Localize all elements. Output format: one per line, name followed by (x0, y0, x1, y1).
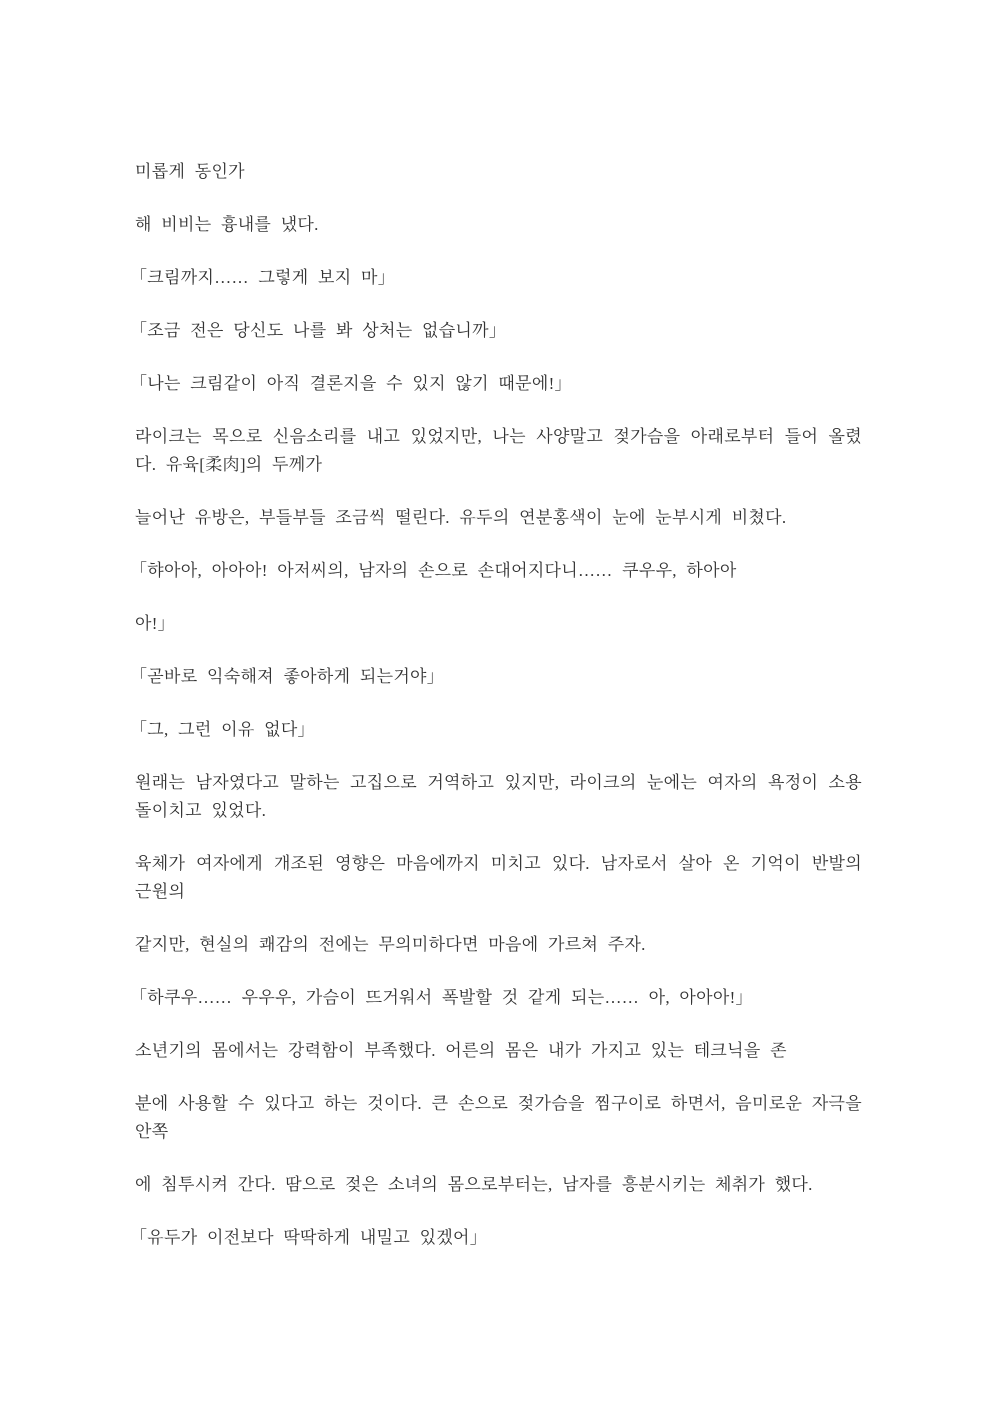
paragraph: 같지만, 현실의 쾌감의 전에는 무의미하다면 마음에 가르쳐 주자. (135, 935, 646, 954)
paragraph: 원래는 남자였다고 말하는 고집으로 거역하고 있지만, 라이크의 눈에는 여자의 욕정이 소용돌이치고 있었다. (135, 773, 862, 820)
paragraph: 늘어난 유방은, 부들부들 조금씩 떨린다. 유두의 연분홍색이 눈에 눈부시게 비쳤다. (135, 508, 787, 527)
paragraph-quote: 「크림까지…… 그렇게 보지 마」 (130, 268, 396, 287)
paragraph: 아!」 (135, 614, 175, 633)
paragraph-quote: 「나는 크림같이 아직 결론지을 수 있지 않기 때문에!」 (130, 374, 572, 393)
paragraph-quote: 「햐아아, 아아아! 아저씨의, 남자의 손으로 손대어지다니…… 쿠우우, 하아아 (130, 561, 737, 580)
paragraph: 육체가 여자에게 개조된 영향은 마음에까지 미치고 있다. 남자로서 살아 온 기억이 반발의 근원의 (135, 854, 862, 901)
paragraph: 소년기의 몸에서는 강력함이 부족했다. 어른의 몸은 내가 가지고 있는 테크닉을 존 (135, 1041, 787, 1060)
paragraph: 해 비비는 흉내를 냈다. (135, 215, 319, 234)
paragraph-quote: 「유두가 이전보다 딱딱하게 내밀고 있겠어」 (130, 1228, 488, 1247)
paragraph-quote: 「곧바로 익숙해져 좋아하게 되는거야」 (130, 667, 445, 686)
paragraph-quote: 「하쿠우…… 우우우, 가슴이 뜨거워서 폭발할 것 같게 되는…… 아, 아아아!」 (130, 988, 753, 1007)
paragraph: 분에 사용할 수 있다고 하는 것이다. 큰 손으로 젖가슴을 찜구이로 하면서, 음미로운 자극을 안쪽 (135, 1094, 862, 1141)
paragraph-quote: 「조금 전은 당신도 나를 봐 상처는 없습니까」 (130, 321, 507, 340)
paragraph: 미롭게 동인가 (135, 162, 245, 181)
paragraph: 라이크는 목으로 신음소리를 내고 있었지만, 나는 사양말고 젖가슴을 아래로부터 들어 올렸다. 유육[柔肉]의 두께가 (135, 427, 862, 474)
paragraph-quote: 「그, 그런 이유 없다」 (130, 720, 315, 739)
paragraph: 에 침투시켜 간다. 땀으로 젖은 소녀의 몸으로부터는, 남자를 흥분시키는 체취가 했다. (135, 1175, 813, 1194)
